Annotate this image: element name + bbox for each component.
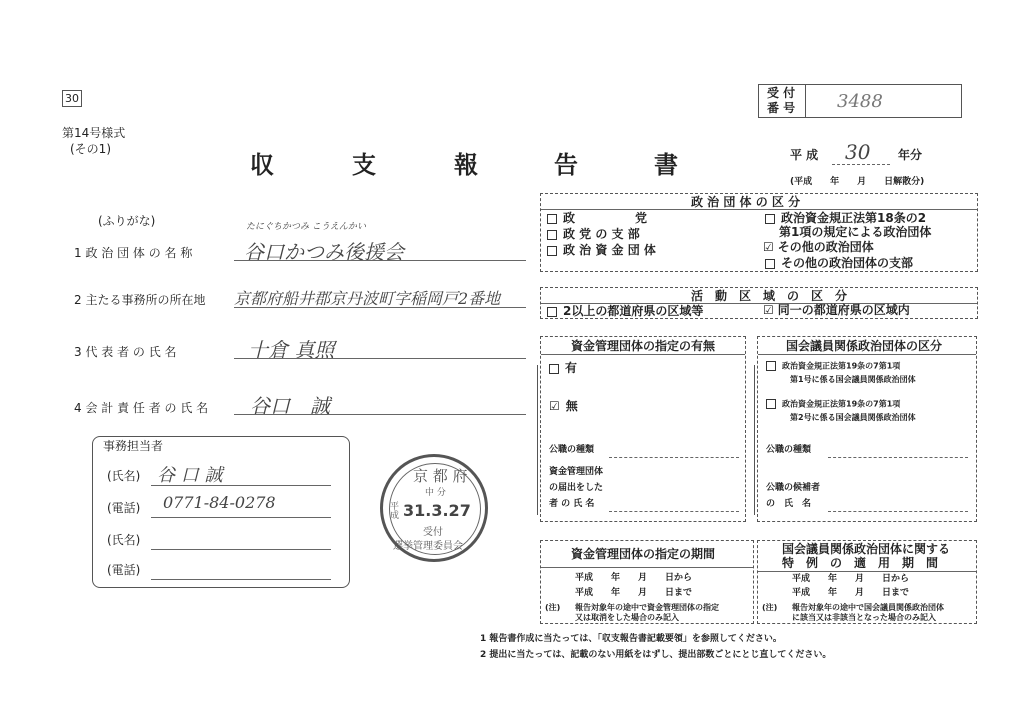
- fund-applicant-1: 資金管理団体: [549, 467, 604, 477]
- form-number: 第14号様式: [62, 126, 126, 140]
- receipt-number: 3488: [837, 91, 883, 112]
- office-address-value: 京都府船井郡京丹波町字稲岡戸2番地: [234, 289, 501, 308]
- area-opt-multi: 2以上の都道府県の区域等: [547, 304, 703, 318]
- title-char-2: 支: [352, 150, 376, 179]
- org-name-label: 1 政 治 団 体 の 名 称: [74, 246, 193, 260]
- area-box-title: 活 動 区 域 の 区 分: [691, 289, 848, 303]
- title-char-4: 告: [554, 150, 578, 179]
- special-note-2: に該当又は非該当となった場合のみ記入: [792, 613, 936, 622]
- checkbox-icon: [547, 246, 557, 256]
- fund-applicant-2: の届出をした: [549, 483, 604, 493]
- office-address-label: 2 主たる事務所の所在地: [74, 293, 206, 307]
- period-box: [540, 540, 754, 624]
- period-box-title: 資金管理団体の指定の期間: [571, 547, 716, 561]
- diet-opt-2: 政治資金規正法第19条の7第1項: [766, 399, 900, 410]
- period-note-2: 又は取消をした場合のみ記入: [575, 613, 679, 622]
- period-note-label: (注): [545, 603, 561, 612]
- period-from: 平成 年 月 日から: [575, 573, 693, 583]
- diet-candidate-2: の 氏 名: [766, 499, 812, 509]
- checked-box-icon: ☑: [763, 303, 774, 317]
- year-value: 30: [845, 140, 871, 164]
- diet-opt-1-line2: 第1号に係る国会議員関係政治団体: [790, 375, 916, 384]
- checkbox-icon: [547, 307, 557, 317]
- checkbox-icon: [765, 259, 775, 269]
- fund-opt-yes: 有: [549, 361, 577, 375]
- receipt-box: [758, 84, 962, 118]
- treasurer-value: 谷口 誠: [250, 394, 330, 418]
- fund-opt-no: ☑ 無: [549, 399, 578, 413]
- stamp-date: 31.3.27: [403, 501, 471, 520]
- special-box: [757, 540, 977, 624]
- area-box: [540, 287, 978, 319]
- title-char-1: 収: [250, 150, 274, 179]
- checkbox-icon: [549, 364, 559, 374]
- class-opt-party: 政 党: [547, 211, 647, 225]
- special-box-title-2: 特 例 の 適 用 期 間: [782, 556, 939, 570]
- checkbox-icon: [766, 399, 776, 409]
- diet-box-title: 国会議員関係政治団体の区分: [786, 339, 943, 353]
- period-note-1: 報告対象年の途中で資金管理団体の指定: [575, 603, 719, 612]
- class-opt-other-branch: その他の政治団体の支部: [765, 256, 913, 270]
- fund-box-title: 資金管理団体の指定の有無: [571, 339, 716, 353]
- diet-box: [757, 336, 977, 522]
- title-char-3: 報: [454, 150, 478, 179]
- contact-tel-label: (電話): [107, 501, 141, 515]
- diet-candidate-1: 公職の候補者: [766, 483, 821, 493]
- checkbox-icon: [765, 214, 775, 224]
- dissolution-date: (平成 年 月 日解散分): [790, 177, 925, 187]
- year-suffix: 年分: [898, 148, 923, 162]
- contact-box: [92, 436, 350, 588]
- page-number-box: [62, 90, 82, 107]
- contact-name2-label: (氏名): [107, 533, 141, 547]
- furigana-label: (ふりがな): [98, 214, 156, 228]
- stamp-date-label: 平成: [388, 501, 398, 519]
- contact-tel2-label: (電話): [107, 563, 141, 577]
- class-opt-other: ☑ その他の政治団体: [763, 240, 874, 254]
- year-era: 平 成: [790, 148, 819, 162]
- fund-box: [540, 336, 746, 522]
- representative-label: 3 代 表 者 の 氏 名: [74, 345, 177, 359]
- diet-opt-1: 政治資金規正法第19条の7第1項: [766, 361, 900, 372]
- class-box-title: 政 治 団 体 の 区 分: [691, 195, 801, 209]
- checked-box-icon: ☑: [763, 240, 774, 254]
- class-opt-party-branch: 政 党 の 支 部: [547, 227, 640, 241]
- diet-opt-2-line2: 第2号に係る国会議員関係政治団体: [790, 413, 916, 422]
- special-box-title-1: 国会議員関係政治団体に関する: [782, 542, 951, 556]
- stamp-prefecture: 京 都 府: [413, 467, 468, 485]
- area-opt-single: ☑ 同一の都道府県の区域内: [763, 303, 910, 317]
- fund-applicant-3: 者 の 氏 名: [549, 499, 595, 509]
- checked-box-icon: ☑: [549, 399, 560, 413]
- class-opt-funding-org: 政 治 資 金 団 体: [547, 243, 656, 257]
- page-number: 30: [65, 92, 79, 105]
- fund-official-type: 公職の種類: [549, 445, 595, 455]
- contact-name-label: (氏名): [107, 469, 141, 483]
- special-note-label: (注): [762, 603, 778, 612]
- contact-tel-value: 0771-84-0278: [163, 493, 276, 512]
- receipt-label-1: 受 付: [767, 86, 796, 100]
- footnote-2: 2 提出に当たっては、記載のない用紙をはずし、提出部数ごとにとじ直してください。: [480, 650, 832, 660]
- org-name-value: 谷口かつみ後援会: [244, 240, 404, 264]
- checkbox-icon: [547, 230, 557, 240]
- receipt-label-2: 番 号: [767, 101, 796, 115]
- class-box: [540, 193, 978, 272]
- title-char-5: 書: [654, 150, 678, 179]
- class-opt-18-2-line2: 第1項の規定による政治団体: [779, 225, 932, 239]
- treasurer-label: 4 会 計 責 任 者 の 氏 名: [74, 401, 209, 415]
- special-to: 平成 年 月 日まで: [792, 588, 910, 598]
- special-note-1: 報告対象年の途中で国会議員関係政治団体: [792, 603, 944, 612]
- special-from: 平成 年 月 日から: [792, 574, 910, 584]
- form-part: (その1): [70, 142, 111, 156]
- receipt-stamp: [380, 454, 488, 562]
- stamp-mid: 中 分: [425, 488, 446, 498]
- period-to: 平成 年 月 日まで: [575, 588, 693, 598]
- stamp-accept: 受付: [423, 527, 443, 538]
- stamp-committee: 選挙管理委員会: [393, 541, 463, 552]
- contact-name-value: 谷 口 誠: [157, 465, 223, 486]
- checkbox-icon: [766, 361, 776, 371]
- name-reading: たにぐちかつみ こうえんかい: [246, 222, 366, 232]
- contact-title: 事務担当者: [103, 439, 164, 453]
- diet-official-type: 公職の種類: [766, 445, 812, 455]
- representative-value: 十倉 真照: [248, 338, 335, 362]
- class-opt-18-2: 政治資金規正法第18条の2: [765, 211, 926, 225]
- checkbox-icon: [547, 214, 557, 224]
- footnote-1: 1 報告書作成に当たっては、「収支報告書記載要領」を参照してください。: [480, 634, 782, 644]
